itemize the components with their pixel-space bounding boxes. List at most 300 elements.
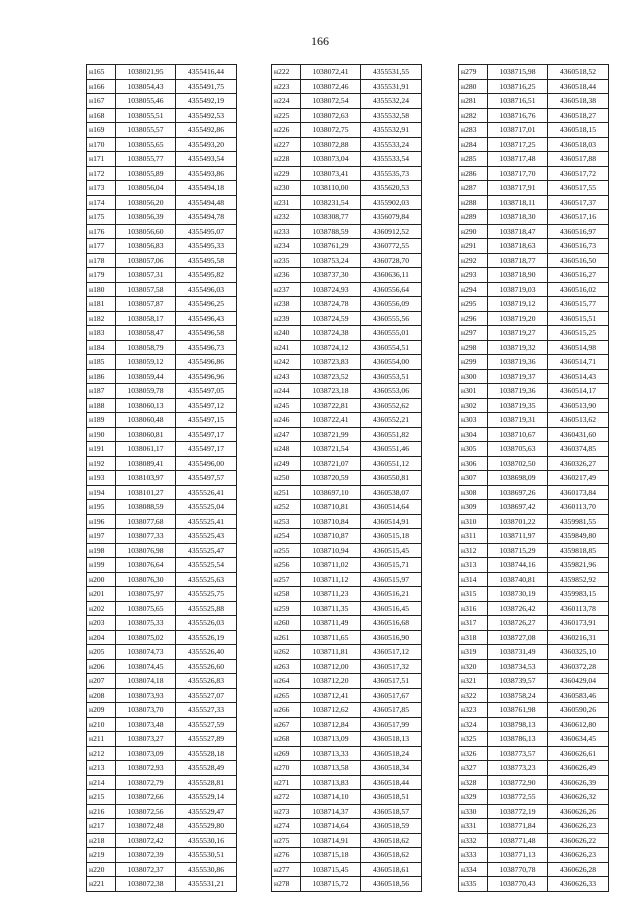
y-coordinate-cell: 4360626,28: [548, 862, 609, 877]
table-row: [87, 833, 237, 848]
point-id-cell: н331: [459, 819, 488, 834]
y-coordinate-cell: 4355492,86: [176, 123, 237, 138]
point-id-cell: н281: [459, 94, 488, 109]
point-id-cell: н227: [272, 137, 301, 152]
x-coordinate-cell: 1038719,20: [488, 311, 548, 326]
y-coordinate-cell: 4360514,43: [548, 369, 609, 384]
y-coordinate-cell: 4355526,40: [176, 645, 237, 660]
x-coordinate-cell: 1038722,81: [301, 398, 361, 413]
point-id-cell: н325: [459, 732, 488, 747]
point-id-cell: н237: [272, 282, 301, 297]
y-coordinate-cell: 4360514,17: [548, 384, 609, 399]
point-id-cell: н226: [272, 123, 301, 138]
table-row: [87, 659, 237, 674]
x-coordinate-cell: 1038713,09: [301, 732, 361, 747]
y-coordinate-cell: 4355528,18: [176, 746, 237, 761]
y-coordinate-cell: 4355526,83: [176, 674, 237, 689]
x-coordinate-cell: 1038718,47: [488, 224, 548, 239]
table-row: [87, 848, 237, 863]
point-id-cell: н211: [87, 732, 116, 747]
table-row: [87, 340, 237, 355]
point-id-cell: н321: [459, 674, 488, 689]
x-coordinate-cell: 1038719,31: [488, 413, 548, 428]
y-coordinate-cell: 4360556,64: [361, 282, 422, 297]
y-coordinate-cell: 4355496,00: [176, 456, 237, 471]
x-coordinate-cell: 1038758,24: [488, 688, 548, 703]
point-id-cell: н233: [272, 224, 301, 239]
y-coordinate-cell: 4360516,90: [361, 630, 422, 645]
y-coordinate-cell: 4359981,55: [548, 514, 609, 529]
table-row: [272, 297, 422, 312]
point-id-cell: н174: [87, 195, 116, 210]
table-row: [272, 587, 422, 602]
table-row: [459, 268, 609, 283]
y-coordinate-cell: 4360517,12: [361, 645, 422, 660]
table-row: [87, 630, 237, 645]
y-coordinate-cell: 4360518,52: [548, 65, 609, 80]
table-row: [87, 210, 237, 225]
point-id-cell: н198: [87, 543, 116, 558]
point-id-cell: н261: [272, 630, 301, 645]
x-coordinate-cell: 1038773,57: [488, 746, 548, 761]
table-row: [272, 630, 422, 645]
table-row: [87, 514, 237, 529]
x-coordinate-cell: 1038731,49: [488, 645, 548, 660]
table-row: [272, 253, 422, 268]
point-id-cell: н203: [87, 616, 116, 631]
x-coordinate-cell: 1038072,75: [301, 123, 361, 138]
table-row: [459, 65, 609, 80]
table-row: [272, 529, 422, 544]
point-id-cell: н273: [272, 804, 301, 819]
y-coordinate-cell: 4359983,15: [548, 587, 609, 602]
table-row: [272, 398, 422, 413]
point-id-cell: н302: [459, 398, 488, 413]
y-coordinate-cell: 4360374,85: [548, 442, 609, 457]
point-id-cell: н206: [87, 659, 116, 674]
table-row: [272, 790, 422, 805]
point-id-cell: н169: [87, 123, 116, 138]
point-id-cell: н248: [272, 442, 301, 457]
point-id-cell: н175: [87, 210, 116, 225]
table-row: [87, 137, 237, 152]
table-row: [459, 137, 609, 152]
x-coordinate-cell: 1038710,87: [301, 529, 361, 544]
point-id-cell: н232: [272, 210, 301, 225]
y-coordinate-cell: 4360518,34: [361, 761, 422, 776]
table-row: [459, 775, 609, 790]
x-coordinate-cell: 1038072,48: [116, 819, 176, 834]
y-coordinate-cell: 4355492,19: [176, 94, 237, 109]
y-coordinate-cell: 4360516,02: [548, 282, 609, 297]
y-coordinate-cell: 4355496,58: [176, 326, 237, 341]
table-row: [459, 384, 609, 399]
table-row: [459, 630, 609, 645]
y-coordinate-cell: 4360325,10: [548, 645, 609, 660]
table-row: [272, 137, 422, 152]
point-id-cell: н282: [459, 108, 488, 123]
point-id-cell: н208: [87, 688, 116, 703]
table-row: [87, 587, 237, 602]
table-row: [272, 311, 422, 326]
x-coordinate-cell: 1038719,12: [488, 297, 548, 312]
table-row: [272, 688, 422, 703]
x-coordinate-cell: 1038057,87: [116, 297, 176, 312]
point-id-cell: н291: [459, 239, 488, 254]
table-row: [459, 427, 609, 442]
x-coordinate-cell: 1038718,11: [488, 195, 548, 210]
y-coordinate-cell: 4355493,20: [176, 137, 237, 152]
point-id-cell: н335: [459, 877, 488, 892]
x-coordinate-cell: 1038073,93: [116, 688, 176, 703]
x-coordinate-cell: 1038075,02: [116, 630, 176, 645]
y-coordinate-cell: 4359852,92: [548, 572, 609, 587]
point-id-cell: н188: [87, 398, 116, 413]
x-coordinate-cell: 1038737,30: [301, 268, 361, 283]
y-coordinate-cell: 4360518,44: [361, 775, 422, 790]
x-coordinate-cell: 1038715,45: [301, 862, 361, 877]
point-id-cell: н297: [459, 326, 488, 341]
table-row: [87, 108, 237, 123]
y-coordinate-cell: 4360772,55: [361, 239, 422, 254]
x-coordinate-cell: 1038072,88: [301, 137, 361, 152]
point-id-cell: н334: [459, 862, 488, 877]
table-row: [272, 108, 422, 123]
y-coordinate-cell: 4360517,99: [361, 717, 422, 732]
y-coordinate-cell: 4355527,89: [176, 732, 237, 747]
table-row: [459, 369, 609, 384]
point-id-cell: н279: [459, 65, 488, 80]
table-row: [272, 195, 422, 210]
point-id-cell: н223: [272, 79, 301, 94]
x-coordinate-cell: 1038072,39: [116, 848, 176, 863]
table-row: [272, 94, 422, 109]
point-id-cell: н178: [87, 253, 116, 268]
coordinates-table-1: [86, 64, 237, 892]
x-coordinate-cell: 1038101,27: [116, 485, 176, 500]
point-id-cell: н276: [272, 848, 301, 863]
y-coordinate-cell: 4355530,51: [176, 848, 237, 863]
point-id-cell: н320: [459, 659, 488, 674]
y-coordinate-cell: 4360912,52: [361, 224, 422, 239]
point-id-cell: н313: [459, 558, 488, 573]
point-id-cell: н283: [459, 123, 488, 138]
table-row: [272, 181, 422, 196]
y-coordinate-cell: 4355495,33: [176, 239, 237, 254]
point-id-cell: н277: [272, 862, 301, 877]
point-id-cell: н299: [459, 355, 488, 370]
point-id-cell: н228: [272, 152, 301, 167]
x-coordinate-cell: 1038702,50: [488, 456, 548, 471]
y-coordinate-cell: 4360583,46: [548, 688, 609, 703]
x-coordinate-cell: 1038714,37: [301, 804, 361, 819]
x-coordinate-cell: 1038073,41: [301, 166, 361, 181]
y-coordinate-cell: 4360551,82: [361, 427, 422, 442]
x-coordinate-cell: 1038724,59: [301, 311, 361, 326]
y-coordinate-cell: 4360431,60: [548, 427, 609, 442]
x-coordinate-cell: 1038074,73: [116, 645, 176, 660]
y-coordinate-cell: 4360515,51: [548, 311, 609, 326]
y-coordinate-cell: 4355495,82: [176, 268, 237, 283]
x-coordinate-cell: 1038058,47: [116, 326, 176, 341]
point-id-cell: н329: [459, 790, 488, 805]
table-row: [87, 282, 237, 297]
point-id-cell: н259: [272, 601, 301, 616]
point-id-cell: н205: [87, 645, 116, 660]
table-row: [272, 543, 422, 558]
table-row: [87, 253, 237, 268]
y-coordinate-cell: 4360516,21: [361, 587, 422, 602]
point-id-cell: н272: [272, 790, 301, 805]
table-row: [272, 775, 422, 790]
point-id-cell: н323: [459, 703, 488, 718]
x-coordinate-cell: 1038072,42: [116, 833, 176, 848]
y-coordinate-cell: 4360626,26: [548, 804, 609, 819]
point-id-cell: н210: [87, 717, 116, 732]
table-row: [459, 224, 609, 239]
point-id-cell: н177: [87, 239, 116, 254]
table-row: [459, 181, 609, 196]
y-coordinate-cell: 4355496,86: [176, 355, 237, 370]
y-coordinate-cell: 4355525,41: [176, 514, 237, 529]
y-coordinate-cell: 4360372,28: [548, 659, 609, 674]
table-row: [272, 485, 422, 500]
x-coordinate-cell: 1038719,35: [488, 398, 548, 413]
y-coordinate-cell: 4360518,03: [548, 137, 609, 152]
table-row: [272, 804, 422, 819]
point-id-cell: н250: [272, 471, 301, 486]
y-coordinate-cell: 4355533,54: [361, 152, 422, 167]
table-row: [272, 369, 422, 384]
x-coordinate-cell: 1038719,32: [488, 340, 548, 355]
point-id-cell: н184: [87, 340, 116, 355]
table-row: [272, 558, 422, 573]
point-id-cell: н265: [272, 688, 301, 703]
table-row: [459, 210, 609, 225]
x-coordinate-cell: 1038718,77: [488, 253, 548, 268]
x-coordinate-cell: 1038072,37: [116, 862, 176, 877]
table-row: [459, 862, 609, 877]
y-coordinate-cell: 4360556,09: [361, 297, 422, 312]
table-row: [459, 355, 609, 370]
table-row: [272, 471, 422, 486]
y-coordinate-cell: 4360538,07: [361, 485, 422, 500]
x-coordinate-cell: 1038773,23: [488, 761, 548, 776]
table-row: [459, 398, 609, 413]
point-id-cell: н301: [459, 384, 488, 399]
table-row: [87, 471, 237, 486]
y-coordinate-cell: 4360553,51: [361, 369, 422, 384]
point-id-cell: н189: [87, 413, 116, 428]
x-coordinate-cell: 1038711,97: [488, 529, 548, 544]
point-id-cell: н173: [87, 181, 116, 196]
table-row: [459, 804, 609, 819]
table-row: [272, 746, 422, 761]
y-coordinate-cell: 4360429,04: [548, 674, 609, 689]
x-coordinate-cell: 1038072,66: [116, 790, 176, 805]
x-coordinate-cell: 1038724,93: [301, 282, 361, 297]
table-row: [272, 848, 422, 863]
table-row: [459, 543, 609, 558]
y-coordinate-cell: 4360550,81: [361, 471, 422, 486]
point-id-cell: н315: [459, 587, 488, 602]
table-row: [459, 761, 609, 776]
point-id-cell: н330: [459, 804, 488, 819]
table-row: [459, 688, 609, 703]
point-id-cell: н201: [87, 587, 116, 602]
y-coordinate-cell: 4360514,98: [548, 340, 609, 355]
table-row: [87, 732, 237, 747]
table-row: [459, 253, 609, 268]
x-coordinate-cell: 1038771,13: [488, 848, 548, 863]
y-coordinate-cell: 4355529,47: [176, 804, 237, 819]
point-id-cell: н316: [459, 601, 488, 616]
x-coordinate-cell: 1038072,79: [116, 775, 176, 790]
point-id-cell: н260: [272, 616, 301, 631]
y-coordinate-cell: 4360515,25: [548, 326, 609, 341]
y-coordinate-cell: 4355492,53: [176, 108, 237, 123]
y-coordinate-cell: 4360626,32: [548, 790, 609, 805]
table-row: [459, 152, 609, 167]
point-id-cell: н196: [87, 514, 116, 529]
x-coordinate-cell: 1038719,27: [488, 326, 548, 341]
x-coordinate-cell: 1038717,91: [488, 181, 548, 196]
point-id-cell: н303: [459, 413, 488, 428]
x-coordinate-cell: 1038056,60: [116, 224, 176, 239]
point-id-cell: н284: [459, 137, 488, 152]
x-coordinate-cell: 1038072,63: [301, 108, 361, 123]
table-row: [459, 108, 609, 123]
point-id-cell: н220: [87, 862, 116, 877]
x-coordinate-cell: 1038103,97: [116, 471, 176, 486]
point-id-cell: н213: [87, 761, 116, 776]
x-coordinate-cell: 1038711,81: [301, 645, 361, 660]
table-row: [459, 297, 609, 312]
point-id-cell: н230: [272, 181, 301, 196]
point-id-cell: н254: [272, 529, 301, 544]
x-coordinate-cell: 1038059,12: [116, 355, 176, 370]
point-id-cell: н266: [272, 703, 301, 718]
table-row: [459, 833, 609, 848]
table-row: [87, 355, 237, 370]
y-coordinate-cell: 4360513,62: [548, 413, 609, 428]
y-coordinate-cell: 4360518,24: [361, 746, 422, 761]
x-coordinate-cell: 1038726,42: [488, 601, 548, 616]
y-coordinate-cell: 4360518,59: [361, 819, 422, 834]
page-number: 166: [311, 34, 329, 48]
table-row: [459, 645, 609, 660]
x-coordinate-cell: 1038698,09: [488, 471, 548, 486]
table-row: [272, 152, 422, 167]
table-row: [272, 601, 422, 616]
x-coordinate-cell: 1038072,41: [301, 65, 361, 80]
x-coordinate-cell: 1038058,17: [116, 311, 176, 326]
y-coordinate-cell: 4355495,07: [176, 224, 237, 239]
point-id-cell: н305: [459, 442, 488, 457]
table-row: [272, 761, 422, 776]
x-coordinate-cell: 1038077,33: [116, 529, 176, 544]
table-row: [87, 775, 237, 790]
y-coordinate-cell: 4360517,37: [548, 195, 609, 210]
y-coordinate-cell: 4360516,97: [548, 224, 609, 239]
y-coordinate-cell: 4355526,19: [176, 630, 237, 645]
x-coordinate-cell: 1038721,54: [301, 442, 361, 457]
y-coordinate-cell: 4355416,44: [176, 65, 237, 80]
point-id-cell: н239: [272, 311, 301, 326]
x-coordinate-cell: 1038710,67: [488, 427, 548, 442]
table-row: [272, 645, 422, 660]
point-id-cell: н270: [272, 761, 301, 776]
point-id-cell: н294: [459, 282, 488, 297]
point-id-cell: н319: [459, 645, 488, 660]
point-id-cell: н192: [87, 456, 116, 471]
x-coordinate-cell: 1038713,58: [301, 761, 361, 776]
point-id-cell: н298: [459, 340, 488, 355]
y-coordinate-cell: 4360518,57: [361, 804, 422, 819]
table-row: [272, 500, 422, 515]
table-row: [87, 819, 237, 834]
x-coordinate-cell: 1038231,54: [301, 195, 361, 210]
table-row: [87, 123, 237, 138]
y-coordinate-cell: 4355531,55: [361, 65, 422, 80]
x-coordinate-cell: 1038697,10: [301, 485, 361, 500]
y-coordinate-cell: 4355497,17: [176, 427, 237, 442]
point-id-cell: н326: [459, 746, 488, 761]
table-row: [272, 572, 422, 587]
point-id-cell: н310: [459, 514, 488, 529]
x-coordinate-cell: 1038716,51: [488, 94, 548, 109]
x-coordinate-cell: 1038718,90: [488, 268, 548, 283]
y-coordinate-cell: 4356079,84: [361, 210, 422, 225]
point-id-cell: н229: [272, 166, 301, 181]
x-coordinate-cell: 1038073,09: [116, 746, 176, 761]
point-id-cell: н307: [459, 471, 488, 486]
y-coordinate-cell: 4360517,72: [548, 166, 609, 181]
x-coordinate-cell: 1038056,83: [116, 239, 176, 254]
table-row: [272, 862, 422, 877]
x-coordinate-cell: 1038719,36: [488, 384, 548, 399]
x-coordinate-cell: 1038055,77: [116, 152, 176, 167]
y-coordinate-cell: 4360555,56: [361, 311, 422, 326]
y-coordinate-cell: 4360516,50: [548, 253, 609, 268]
y-coordinate-cell: 4360217,49: [548, 471, 609, 486]
table-row: [87, 456, 237, 471]
point-id-cell: н295: [459, 297, 488, 312]
point-id-cell: н219: [87, 848, 116, 863]
x-coordinate-cell: 1038056,20: [116, 195, 176, 210]
x-coordinate-cell: 1038055,65: [116, 137, 176, 152]
x-coordinate-cell: 1038715,29: [488, 543, 548, 558]
x-coordinate-cell: 1038055,46: [116, 94, 176, 109]
table-row: [87, 688, 237, 703]
table-row: [459, 601, 609, 616]
y-coordinate-cell: 4360626,61: [548, 746, 609, 761]
table-row: [272, 732, 422, 747]
table-row: [87, 572, 237, 587]
y-coordinate-cell: 4360518,44: [548, 79, 609, 94]
x-coordinate-cell: 1038711,23: [301, 587, 361, 602]
table-row: [87, 224, 237, 239]
point-id-cell: н288: [459, 195, 488, 210]
x-coordinate-cell: 1038720,59: [301, 471, 361, 486]
x-coordinate-cell: 1038744,16: [488, 558, 548, 573]
point-id-cell: н170: [87, 137, 116, 152]
y-coordinate-cell: 4360517,88: [548, 152, 609, 167]
table-row: [87, 152, 237, 167]
x-coordinate-cell: 1038057,58: [116, 282, 176, 297]
table-row: [459, 659, 609, 674]
table-row: [87, 413, 237, 428]
